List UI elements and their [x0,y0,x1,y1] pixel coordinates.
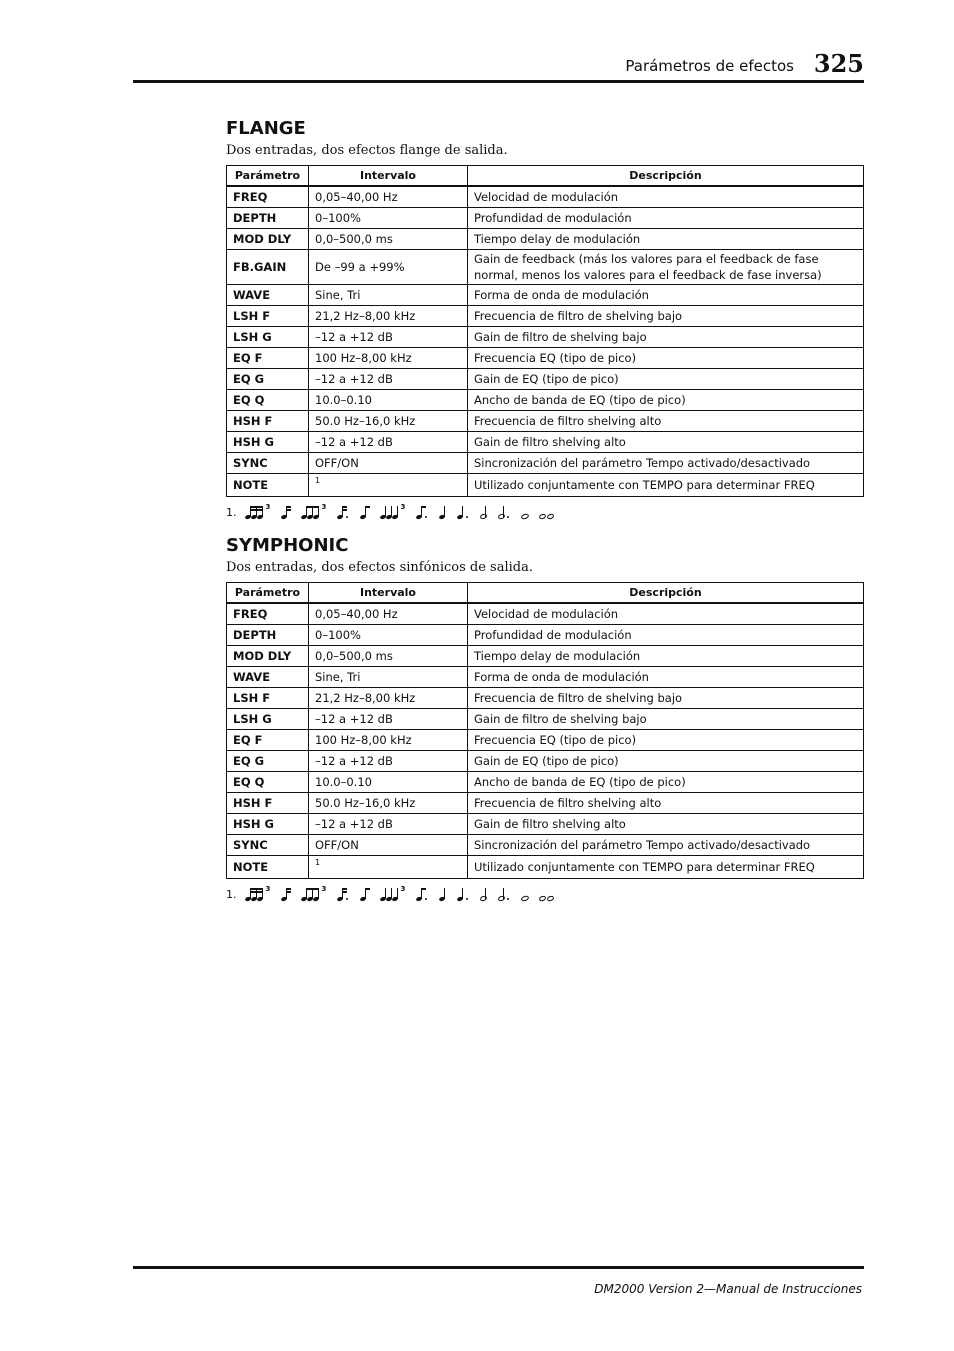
quarter-note-icon [439,505,449,519]
parameter-name: EQ F [227,348,309,369]
parameter-range: OFF/ON [309,453,468,474]
table-header-row [227,583,864,604]
table-row [227,688,864,709]
column-header-description: Descripción [468,166,864,187]
parameter-name: EQ Q [227,772,309,793]
parameter-name: WAVE [227,667,309,688]
parameter-description: Gain de EQ (tipo de pico) [468,751,864,772]
parameter-range: OFF/ON [309,835,468,856]
parameter-range: 50.0 Hz–16,0 kHz [309,793,468,814]
parameter-range [309,474,468,497]
symphonic-parameter-table [226,582,864,879]
table-row [227,772,864,793]
parameter-name: WAVE [227,285,309,306]
parameter-description: Frecuencia de filtro shelving alto [468,411,864,432]
parameter-range: 10.0–0.10 [309,772,468,793]
footnote [226,887,863,901]
page-number: 325 [813,49,864,78]
parameter-description: Forma de onda de modulación [468,285,864,306]
footnote-marker: 1. [226,505,237,519]
parameter-name: NOTE [227,474,309,497]
section-subtitle: Dos entradas, dos efectos flange de salida. [226,143,508,158]
eighth-note-icon [360,505,372,519]
table-row [227,625,864,646]
table-row [227,229,864,250]
table-row [227,327,864,348]
parameter-description: Gain de filtro shelving alto [468,432,864,453]
parameter-description: Profundidad de modulación [468,208,864,229]
parameter-description: Sincronización del parámetro Tempo activado/desactivado [468,453,864,474]
parameter-description: Gain de filtro de shelving bajo [468,327,864,348]
parameter-range: De –99 a +99% [309,250,468,285]
table-row [227,709,864,730]
table-row [227,186,864,208]
parameter-name: FREQ [227,603,309,625]
table-row [227,603,864,625]
table-row [227,285,864,306]
parameter-range: –12 a +12 dB [309,814,468,835]
whole-note-icon [520,887,531,901]
section-subtitle: Dos entradas, dos efectos sinfónicos de salida. [226,560,533,575]
quarter-triplet-note-icon: 3 [380,887,408,901]
parameter-description: Frecuencia de filtro de shelving bajo [468,306,864,327]
parameter-name: DEPTH [227,208,309,229]
dotted-eighth-note-icon [416,887,431,901]
footer-title: DM2000 Version 2—Manual de Instrucciones [594,1282,862,1296]
sixteenth-triplet-note-icon: 3 [245,505,273,519]
table-row [227,835,864,856]
parameter-description: Gain de EQ (tipo de pico) [468,369,864,390]
parameter-name: NOTE [227,856,309,879]
parameter-name: EQ Q [227,390,309,411]
parameter-name: FREQ [227,186,309,208]
table-row [227,856,864,879]
footnote [226,505,863,519]
flange-section [226,118,863,519]
parameter-name: EQ F [227,730,309,751]
parameter-description: Frecuencia EQ (tipo de pico) [468,730,864,751]
table-row [227,250,864,285]
parameter-name: LSH G [227,327,309,348]
column-header-parameter: Parámetro [227,583,309,604]
parameter-name: SYNC [227,453,309,474]
column-header-range: Intervalo [309,166,468,187]
running-header: Parámetros de efectos [625,57,794,75]
parameter-description: Ancho de banda de EQ (tipo de pico) [468,390,864,411]
table-row [227,667,864,688]
table-row [227,411,864,432]
parameter-name: EQ G [227,751,309,772]
parameter-description: Frecuencia de filtro de shelving bajo [468,688,864,709]
footnote-reference: 1 [315,858,321,867]
header-rule [133,80,864,83]
table-row [227,306,864,327]
quarter-note-icon [439,887,449,901]
parameter-range: 0,0–500,0 ms [309,229,468,250]
dotted-quarter-note-icon [457,505,471,519]
table-row [227,814,864,835]
half-note-icon [479,505,489,519]
parameter-description: Velocidad de modulación [468,186,864,208]
parameter-range: 21,2 Hz–8,00 kHz [309,688,468,709]
column-header-range: Intervalo [309,583,468,604]
parameter-range: –12 a +12 dB [309,369,468,390]
sixteenth-note-icon [281,887,293,901]
dotted-eighth-note-icon [416,505,431,519]
parameter-range: 0,05–40,00 Hz [309,603,468,625]
table-row [227,348,864,369]
parameter-name: HSH G [227,814,309,835]
table-row [227,453,864,474]
note-values-list [245,887,556,901]
double-whole-note-icon [539,887,556,901]
table-row [227,646,864,667]
table-row [227,432,864,453]
parameter-name: SYNC [227,835,309,856]
parameter-description: Frecuencia de filtro shelving alto [468,793,864,814]
dotted-half-note-icon [497,505,512,519]
parameter-range: 21,2 Hz–8,00 kHz [309,306,468,327]
quarter-triplet-note-icon: 3 [380,505,408,519]
table-row [227,390,864,411]
column-header-description: Descripción [468,583,864,604]
parameter-range: Sine, Tri [309,667,468,688]
parameter-range: –12 a +12 dB [309,432,468,453]
parameter-name: MOD DLY [227,646,309,667]
parameter-range: 10.0–0.10 [309,390,468,411]
parameter-name: LSH G [227,709,309,730]
parameter-range: –12 a +12 dB [309,751,468,772]
sixteenth-note-icon [281,505,293,519]
table-row [227,208,864,229]
parameter-name: LSH F [227,306,309,327]
parameter-range: 100 Hz–8,00 kHz [309,730,468,751]
parameter-description: Gain de filtro shelving alto [468,814,864,835]
parameter-name: FB.GAIN [227,250,309,285]
parameter-description: Tiempo delay de modulación [468,229,864,250]
eighth-note-icon [360,887,372,901]
parameter-description: Forma de onda de modulación [468,667,864,688]
parameter-range: 0–100% [309,625,468,646]
dotted-half-note-icon [497,887,512,901]
parameter-range [309,856,468,879]
parameter-description: Utilizado conjuntamente con TEMPO para determinar FREQ [468,856,864,879]
parameter-name: MOD DLY [227,229,309,250]
double-whole-note-icon [539,505,556,519]
table-row [227,369,864,390]
table-row [227,751,864,772]
flange-parameter-table [226,165,864,497]
parameter-description: Tiempo delay de modulación [468,646,864,667]
parameter-name: HSH F [227,793,309,814]
parameter-description: Gain de feedback (más los valores para el feedback de fase normal, menos los valores para el feedback de fase inversa) [468,250,864,285]
parameter-range: 100 Hz–8,00 kHz [309,348,468,369]
parameter-name: HSH F [227,411,309,432]
dotted-sixteenth-note-icon [337,887,352,901]
column-header-parameter: Parámetro [227,166,309,187]
half-note-icon [479,887,489,901]
parameter-name: LSH F [227,688,309,709]
parameter-description: Gain de filtro de shelving bajo [468,709,864,730]
parameter-description: Sincronización del parámetro Tempo activado/desactivado [468,835,864,856]
parameter-name: HSH G [227,432,309,453]
dotted-sixteenth-note-icon [337,505,352,519]
note-values-list [245,505,556,519]
parameter-name: EQ G [227,369,309,390]
parameter-range: Sine, Tri [309,285,468,306]
dotted-quarter-note-icon [457,887,471,901]
section-title: FLANGE [226,118,306,139]
eighth-triplet-note-icon: 3 [301,887,329,901]
parameter-range: –12 a +12 dB [309,327,468,348]
footer-rule [133,1266,864,1269]
parameter-range: 0,05–40,00 Hz [309,186,468,208]
table-header-row [227,166,864,187]
eighth-triplet-note-icon: 3 [301,505,329,519]
symphonic-section [226,535,863,901]
sixteenth-triplet-note-icon: 3 [245,887,273,901]
table-row [227,474,864,497]
parameter-description: Velocidad de modulación [468,603,864,625]
parameter-range: 0–100% [309,208,468,229]
footnote-reference: 1 [315,476,321,485]
parameter-description: Frecuencia EQ (tipo de pico) [468,348,864,369]
footnote-marker: 1. [226,887,237,901]
table-row [227,793,864,814]
parameter-range: 50.0 Hz–16,0 kHz [309,411,468,432]
table-row [227,730,864,751]
parameter-description: Profundidad de modulación [468,625,864,646]
parameter-range: –12 a +12 dB [309,709,468,730]
parameter-description: Ancho de banda de EQ (tipo de pico) [468,772,864,793]
parameter-name: DEPTH [227,625,309,646]
parameter-description: Utilizado conjuntamente con TEMPO para determinar FREQ [468,474,864,497]
parameter-range: 0,0–500,0 ms [309,646,468,667]
whole-note-icon [520,505,531,519]
section-title: SYMPHONIC [226,535,349,556]
